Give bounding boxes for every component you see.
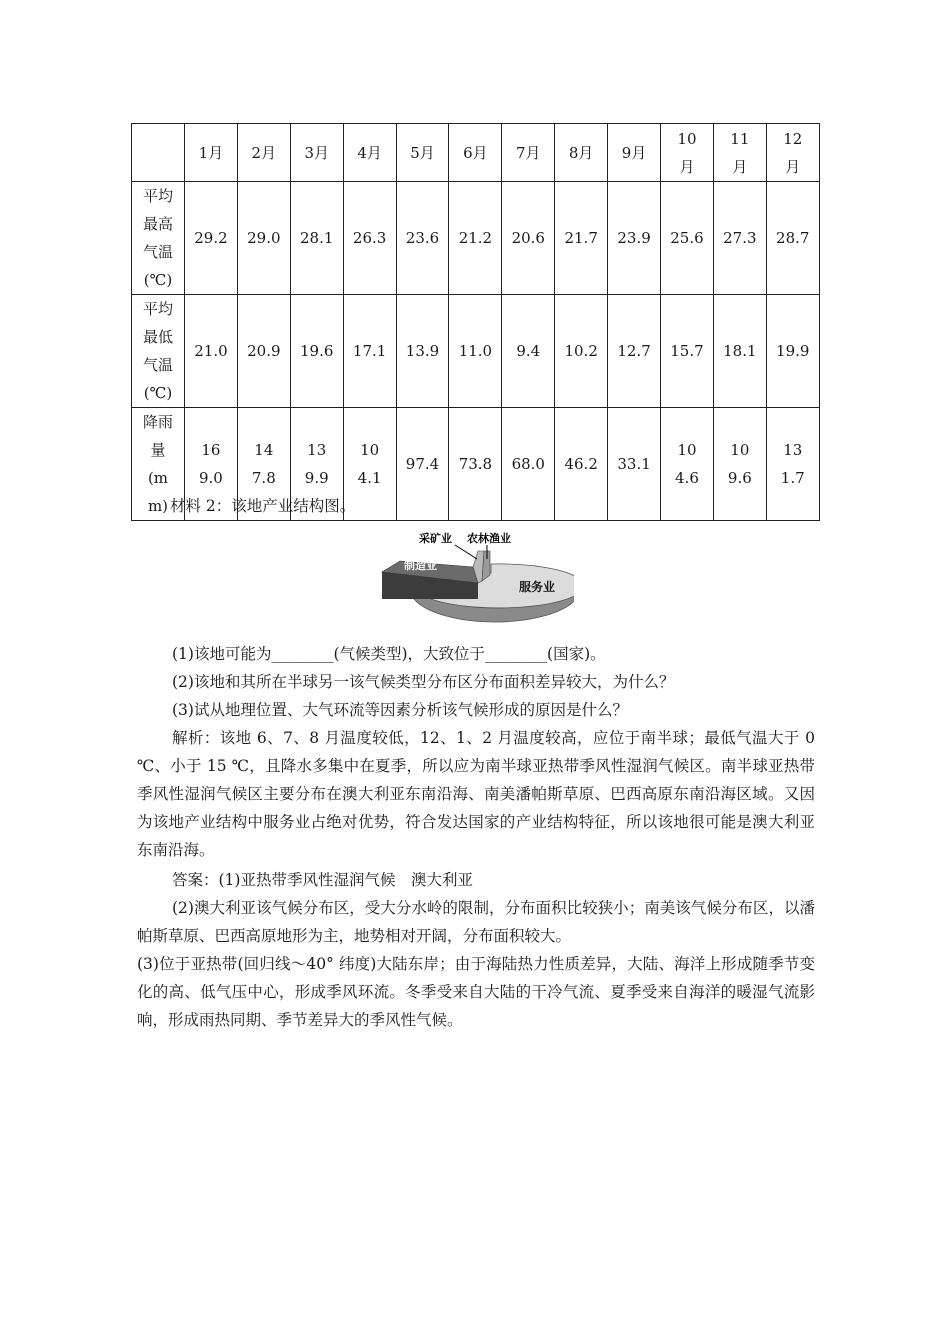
climate-table [131, 123, 820, 521]
table-cell: 169.0 [185, 408, 238, 521]
table-row-max-temp [132, 182, 820, 295]
table-cell: 147.8 [237, 408, 290, 521]
table-cell: 18.1 [713, 295, 766, 408]
service-label: 服务业 [519, 580, 556, 594]
table-cell: 29.0 [237, 182, 290, 295]
table-cell: 13.9 [396, 295, 449, 408]
table-cell: 11.0 [449, 295, 502, 408]
manufacturing-label: 制造业 [404, 559, 437, 572]
question-1: (1)该地可能为________(气候类型)，大致位于________(国家)。 [172, 645, 606, 663]
answer-2: (2)澳大利亚该气候分布区，受大分水岭的限制，分布面积比较狭小；南美该气候分布区，以潘帕斯草原、巴西高原地形为主，地势相对开阔，分布面积较大。 [137, 899, 815, 945]
month-header: 3月 [290, 124, 343, 182]
agriculture-label: 农林渔业 [467, 532, 511, 545]
month-header: 5月 [396, 124, 449, 182]
table-cell: 139.9 [290, 408, 343, 521]
table-cell: 21.0 [185, 295, 238, 408]
table-cell: 20.6 [502, 182, 555, 295]
month-header: 12月 [766, 124, 819, 182]
month-header: 6月 [449, 124, 502, 182]
mining-leader-line [455, 545, 477, 559]
month-header: 7月 [502, 124, 555, 182]
industry-pie-svg [378, 525, 574, 635]
table-cell: 33.1 [608, 408, 661, 521]
table-cell: 17.1 [343, 295, 396, 408]
table-cell: 20.9 [237, 295, 290, 408]
question-3: (3)试从地理位置、大气环流等因素分析该气候形成的原因是什么？ [172, 701, 628, 719]
month-header: 2月 [237, 124, 290, 182]
industry-structure-chart [378, 525, 574, 635]
table-cell: 68.0 [502, 408, 555, 521]
table-cell: 25.6 [661, 182, 714, 295]
row-label: 平均最高气温(℃) [132, 182, 185, 295]
question-2: (2)该地和其所在半球另一该气候类型分布区分布面积差异较大，为什么？ [172, 673, 675, 691]
month-header: 4月 [343, 124, 396, 182]
answer-1: 答案：(1)亚热带季风性湿润气候 澳大利亚 [172, 871, 473, 889]
table-cell: 28.1 [290, 182, 343, 295]
mining-label: 采矿业 [419, 532, 452, 545]
table-cell: 104.6 [661, 408, 714, 521]
table-cell: 109.6 [713, 408, 766, 521]
table-cell: 104.1 [343, 408, 396, 521]
row-label: 降雨量(mm) [132, 408, 185, 521]
table-row-min-temp [132, 295, 820, 408]
material-2-caption: 材料 2：该地产业结构图。 [170, 497, 356, 515]
table-cell: 23.6 [396, 182, 449, 295]
table-cell: 19.9 [766, 295, 819, 408]
row-label: 平均最低气温(℃) [132, 295, 185, 408]
analysis-paragraph: 解析：该地 6、7、8 月温度较低，12、1、2 月温度较高，应位于南半球；最低气温大于 0 ℃、小于 15 ℃，且降水多集中在夏季，所以应为南半球亚热带季风性湿润气候区。南半球亚热带季风性湿润气候区主要分布在澳大利亚东南沿海、南美潘帕斯草原、巴西高原东南沿海区域。又因为该地产业结构中服务业占绝对优势，符合发达国家的产业结构特征，所以该地很可能是澳大利亚东南沿海。 [137, 729, 815, 859]
table-cell: 23.9 [608, 182, 661, 295]
table-cell: 10.2 [555, 295, 608, 408]
month-header: 8月 [555, 124, 608, 182]
month-header: 1月 [185, 124, 238, 182]
table-cell: 12.7 [608, 295, 661, 408]
table-cell: 21.2 [449, 182, 502, 295]
month-header: 9月 [608, 124, 661, 182]
table-cell: 29.2 [185, 182, 238, 295]
table-cell: 21.7 [555, 182, 608, 295]
month-header: 10月 [661, 124, 714, 182]
table-cell: 9.4 [502, 295, 555, 408]
table-cell: 46.2 [555, 408, 608, 521]
table-cell: 27.3 [713, 182, 766, 295]
table-cell: 131.7 [766, 408, 819, 521]
table-cell: 26.3 [343, 182, 396, 295]
table-cell: 73.8 [449, 408, 502, 521]
table-cell: 28.7 [766, 182, 819, 295]
table-cell: 97.4 [396, 408, 449, 521]
table-cell: 19.6 [290, 295, 343, 408]
table-header-row [132, 124, 820, 182]
answer-3: (3)位于亚热带(回归线～40° 纬度)大陆东岸；由于海陆热力性质差异，大陆、海洋上形成随季节变化的高、低气压中心，形成季风环流。冬季受来自大陆的干冷气流、夏季受来自海洋的暖湿气流影响，形成雨热同期、季节差异大的季风性气候。 [137, 955, 815, 1029]
month-header: 11月 [713, 124, 766, 182]
table-cell: 15.7 [661, 295, 714, 408]
table-corner-cell [132, 124, 185, 182]
